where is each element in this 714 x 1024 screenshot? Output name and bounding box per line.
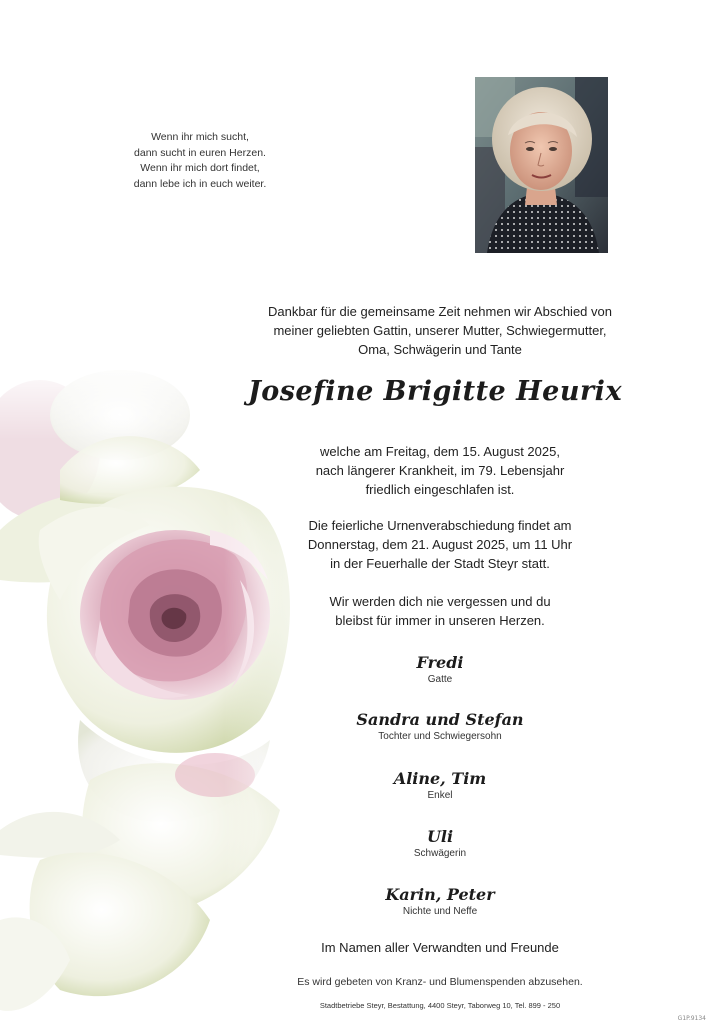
ceremony-line: Die feierliche Urnenverabschiedung findet am bbox=[308, 518, 572, 533]
death-info-line: nach längerer Krankheit, im 79. Lebensjahr bbox=[315, 463, 565, 478]
mourner-name: Fredi bbox=[416, 653, 464, 672]
poem-line: dann sucht in euren Herzen. bbox=[134, 146, 266, 159]
document-code: G1P.9134 bbox=[677, 1015, 706, 1022]
mourner-entry bbox=[240, 885, 640, 919]
ceremony-info bbox=[240, 516, 640, 573]
mourner-entry bbox=[240, 653, 640, 687]
mourner-role: Tochter und Schwiegersohn bbox=[378, 731, 502, 742]
mourner-entry bbox=[240, 827, 640, 861]
mourner-role: Nichte und Neffe bbox=[402, 906, 478, 917]
mourner-role: Schwägerin bbox=[413, 848, 467, 859]
mourner-name: Sandra und Stefan bbox=[356, 710, 524, 729]
mourner-entry bbox=[240, 769, 640, 803]
intro-line: Dankbar für die gemeinsame Zeit nehmen wir Abschied von bbox=[268, 304, 612, 319]
intro-text bbox=[240, 302, 640, 359]
remembrance-text bbox=[240, 592, 640, 630]
poem-line: dann lebe ich in euch weiter. bbox=[133, 177, 267, 190]
footer-funeral-home: Stadtbetriebe Steyr, Bestattung, 4400 Steyr, Taborweg 10, Tel. 899 - 250 bbox=[319, 1001, 561, 1010]
intro-line: Oma, Schwägerin und Tante bbox=[358, 342, 522, 357]
ceremony-line: in der Feuerhalle der Stadt Steyr statt. bbox=[330, 556, 550, 571]
portrait-icon bbox=[475, 77, 608, 253]
mourner-role: Enkel bbox=[427, 790, 453, 801]
poem-line: Wenn ihr mich sucht, bbox=[151, 131, 249, 143]
intro-line: meiner geliebten Gattin, unserer Mutter, Schwiegermutter, bbox=[273, 323, 607, 338]
flower-notice: Es wird gebeten von Kranz- und Blumenspenden abzusehen. bbox=[297, 976, 583, 988]
portrait-photo bbox=[475, 77, 608, 253]
mourner-entry bbox=[240, 710, 640, 744]
remembrance-line: bleibst für immer in unseren Herzen. bbox=[335, 613, 545, 628]
mourner-role: Gatte bbox=[427, 674, 453, 685]
poem-line: Wenn ihr mich dort findet, bbox=[140, 162, 260, 174]
death-info bbox=[240, 442, 640, 499]
poem bbox=[100, 130, 300, 192]
mourner-name: Uli bbox=[426, 827, 454, 846]
remembrance-line: Wir werden dich nie vergessen und du bbox=[329, 594, 551, 609]
ceremony-line: Donnerstag, dem 21. August 2025, um 11 Uhr bbox=[307, 537, 573, 552]
death-info-line: friedlich eingeschlafen ist. bbox=[365, 482, 515, 497]
mourner-name: Karin, Peter bbox=[385, 885, 495, 904]
deceased-name: Josefine Brigitte Heurix bbox=[247, 376, 623, 407]
mourner-name: Aline, Tim bbox=[393, 769, 487, 788]
death-info-line: welche am Freitag, dem 15. August 2025, bbox=[320, 444, 560, 459]
closing-line: Im Namen aller Verwandten und Freunde bbox=[321, 940, 559, 955]
